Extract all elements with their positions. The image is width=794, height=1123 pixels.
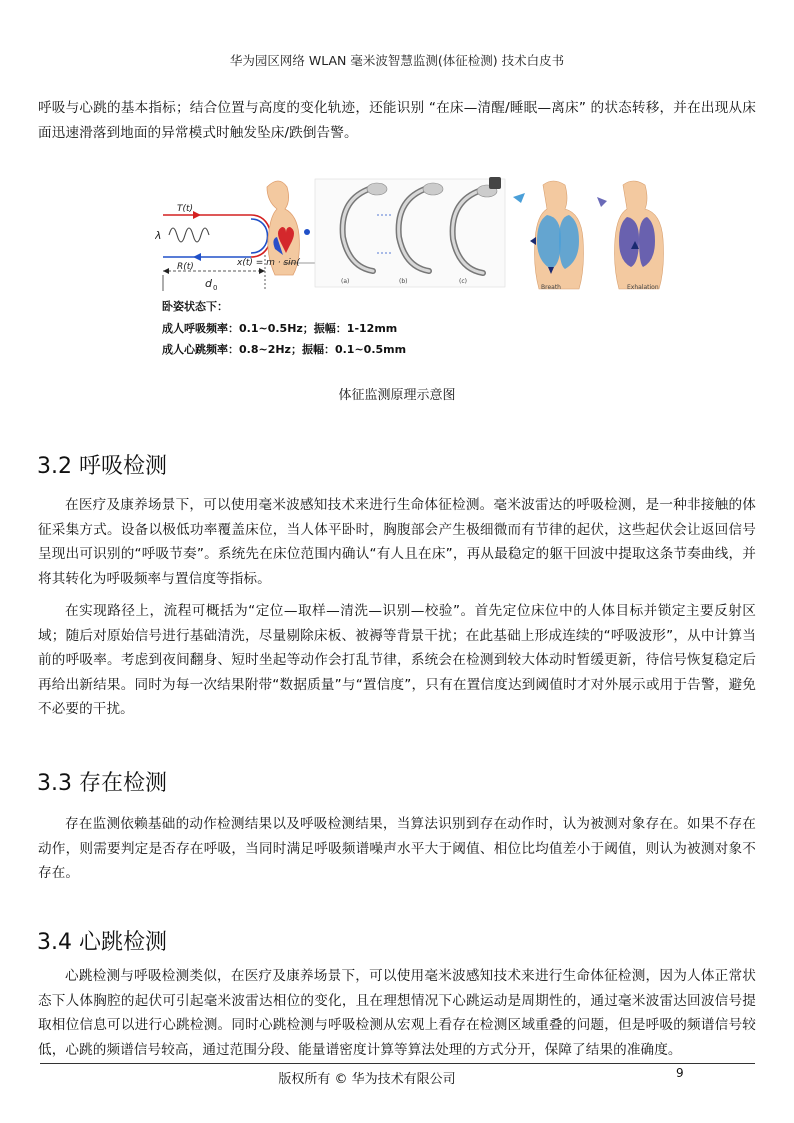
- heading-3-2: 3.2 呼吸检测: [37, 454, 167, 479]
- footer-divider: [40, 1063, 755, 1064]
- s33-paragraph-1: 存在监测依赖基础的动作检测结果以及呼吸检测结果，当算法识别到存在动作时，认为被测对象存在。如果不存在动作，则需要判定是否存在呼吸，当同时满足呼吸频谱噪声水平大于阈值、相位比均值差小于阈值，则认为被测对象不存在。: [38, 816, 756, 882]
- label-d0: d: [205, 277, 212, 290]
- figure-caption: 体征监测原理示意图: [338, 388, 456, 403]
- adult-heart-freq: 成人心跳频率：0.8~2Hz；振幅：0.1~0.5mm: [162, 343, 407, 356]
- page-header: 华为园区网络 WLAN 毫米波智慧监测(体征检测) 技术白皮书: [229, 53, 565, 68]
- label-d0-sub: 0: [213, 284, 218, 292]
- label-c: (c): [459, 278, 467, 285]
- s32-paragraph-2: 在实现路径上，流程可概括为“定位—取样—清洗—识别—校验”。首先定位床位中的人体目标并锁定主要反射区域；随后对原始信号进行基础清洗，尽量剔除床板、被褥等背景干扰；在此基础上形成连续的“呼吸波形”，从中计算当前的呼吸率。考虑到夜间翻身、短时坐起等动作会打乱节律，系统会在检测到较大体动时暂缓更新，待信号恢复稳定后再给出新结果。同时为每一次结果附带“数据质量”与“置信度”，只有在置信度达到阈值时才对外展示或用于告警，避免不必要的干扰。: [38, 603, 756, 718]
- label-exhalation: Exhalation: [627, 284, 659, 291]
- ribcage-panel: [315, 177, 505, 287]
- label-lambda: λ: [155, 229, 162, 242]
- lying-state-label: 卧姿状态下：: [162, 300, 228, 313]
- label-breath: Breath: [541, 284, 561, 291]
- exhalation-panel: [597, 181, 664, 289]
- intro-paragraph: 呼吸与心跳的基本指标；结合位置与高度的变化轨迹，还能识别 “在床—清醒/睡眠—离床” 的状态转移，并在出现从床面迅速滑落到地面的异常模式时触发坠床/跌倒告警。: [38, 100, 756, 141]
- label-t: T(t): [177, 204, 194, 214]
- footer-copyright: 版权所有 © 华为技术有限公司: [278, 1072, 456, 1087]
- vital-sign-figure: [155, 175, 665, 365]
- heading-3-4: 3.4 心跳检测: [37, 930, 167, 955]
- heading-3-3: 3.3 存在检测: [37, 771, 167, 796]
- adult-breath-freq: 成人呼吸频率：0.1~0.5Hz；振幅：1-12mm: [162, 322, 398, 335]
- label-x: x(t) = m · sin(: [237, 258, 300, 268]
- label-r: R(t): [177, 262, 194, 272]
- s32-paragraph-1: 在医疗及康养场景下，可以使用毫米波感知技术来进行生命体征检测。毫米波雷达的呼吸检测，是一种非接触的体征采集方式。设备以极低功率覆盖床位，当人体平卧时，胸腹部会产生极细微而有节律的起伏，这些起伏会让返回信号呈现出可识别的“呼吸节奏”。系统先在床位范围内确认“有人且在床”，再从最稳定的躯干回波中提取这条节奏曲线，并将其转化为呼吸频率与置信度等指标。: [38, 497, 756, 587]
- vital-sign-diagram: [155, 175, 665, 365]
- page-number: 9: [676, 1066, 684, 1080]
- label-b: (b): [399, 278, 408, 285]
- s34-paragraph-1: 心跳检测与呼吸检测类似，在医疗及康养场景下，可以使用毫米波感知技术来进行生命体征检测，因为人体正常状态下人体胸腔的起伏可引起毫米波雷达相位的变化，且在理想情况下心跳运动是周期性的，通过毫米波雷达回波信号提取相位信息可以进行心跳检测。同时心跳检测与呼吸检测从宏观上看存在检测区域重叠的问题，但是呼吸的频谱信号较低，心跳的频谱信号较高，通过范围分段、能量谱密度计算等算法处理的方式分开，保障了结果的准确度。: [38, 968, 756, 1058]
- label-a: (a): [341, 278, 350, 285]
- breath-panel: [513, 181, 584, 289]
